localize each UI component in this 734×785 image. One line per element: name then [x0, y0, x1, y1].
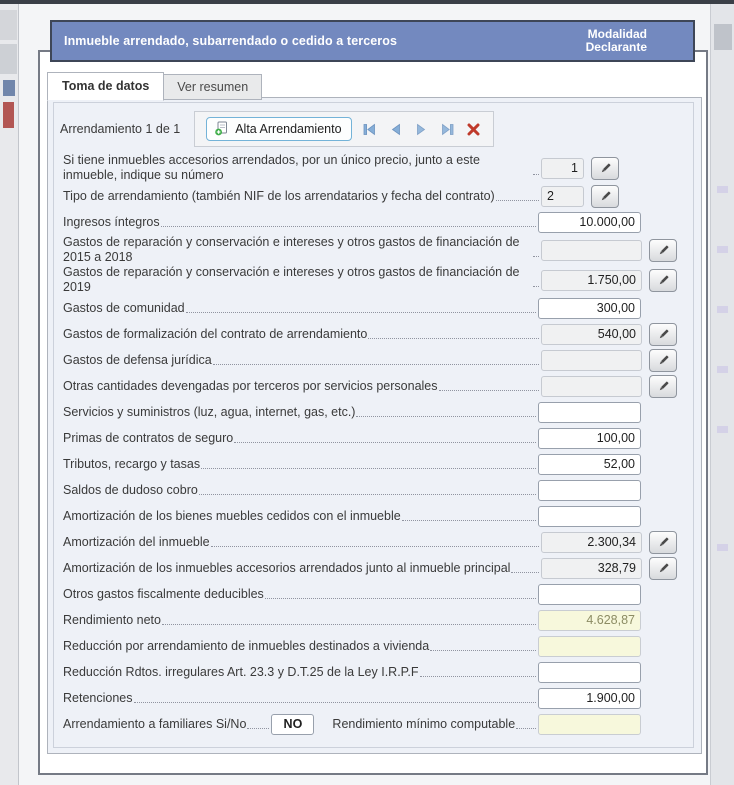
field-zone: [541, 375, 683, 398]
tab-toma-de-datos[interactable]: Toma de datos: [47, 72, 164, 101]
form-row: [63, 711, 683, 737]
amount-input[interactable]: 10.000,00: [538, 212, 641, 233]
edit-pencil-button[interactable]: [649, 349, 677, 372]
dotted-leader: [533, 285, 539, 287]
calculated-field: [538, 714, 641, 735]
amount-input[interactable]: [538, 584, 641, 605]
form-row: [63, 451, 683, 477]
spacer: [648, 297, 683, 320]
row-label: Rendimiento mínimo computable: [332, 716, 516, 731]
form-row: [63, 581, 683, 607]
row-label: Amortización de los inmuebles accesorios arrendados junto al inmueble principal: [63, 560, 511, 575]
background-fragment: [717, 306, 728, 313]
edit-pencil-button[interactable]: [649, 323, 677, 346]
form-row: [63, 659, 683, 685]
count-readonly-field: 1: [541, 158, 584, 179]
dotted-leader: [161, 225, 536, 227]
calculated-field: [538, 636, 641, 657]
last-record-icon[interactable]: [439, 121, 456, 138]
field-zone: [538, 211, 683, 234]
row-label: Reducción Rdtos. irregulares Art. 23.3 y D.T.25 de la Ley I.R.P.F: [63, 664, 419, 679]
background-fragment: [3, 102, 14, 128]
dotted-leader: [211, 545, 539, 547]
form-row: [63, 607, 683, 633]
amount-input[interactable]: [538, 480, 641, 501]
field-zone: [538, 635, 683, 658]
form-rows: [60, 153, 685, 737]
form-row: [63, 633, 683, 659]
spacer: [648, 453, 683, 476]
field-zone: [541, 269, 683, 292]
row-label: Gastos de formalización del contrato de arrendamiento: [63, 326, 368, 341]
background-fragment: [714, 24, 732, 50]
field-zone: [538, 297, 683, 320]
edit-pencil-button[interactable]: [649, 239, 677, 262]
row-label: Retenciones: [63, 690, 133, 705]
form-row: [63, 347, 683, 373]
amount-readonly-field: [541, 350, 642, 371]
row-label: Amortización del inmueble: [63, 534, 210, 549]
spacer: [648, 505, 683, 528]
row-label: Primas de contratos de seguro: [63, 430, 234, 445]
dotted-leader: [265, 597, 536, 599]
next-record-icon[interactable]: [413, 121, 430, 138]
spacer: [648, 635, 683, 658]
row-label: Reducción por arrendamiento de inmuebles destinados a vivienda: [63, 638, 430, 653]
first-record-icon[interactable]: [361, 121, 378, 138]
tab-content-panel: [47, 97, 702, 754]
background-fragment: [3, 80, 15, 96]
spacer: [648, 427, 683, 450]
row-label: Gastos de reparación y conservación e intereses y otros gastos de financiación de 2019: [63, 265, 520, 294]
dotted-leader: [201, 467, 536, 469]
form-row: [63, 183, 683, 209]
form-row: [63, 235, 683, 265]
form-row: [63, 685, 683, 711]
form-row: [63, 153, 683, 183]
add-rental-button[interactable]: [206, 117, 351, 141]
calculated-field: 4.628,87: [538, 610, 641, 631]
dotted-leader: [186, 311, 536, 313]
dotted-leader: [213, 363, 539, 365]
dotted-leader: [496, 199, 539, 201]
edit-pencil-button[interactable]: [649, 557, 677, 580]
row-label: Tributos, recargo y tasas: [63, 456, 201, 471]
edit-pencil-button[interactable]: [591, 185, 619, 208]
dotted-leader: [247, 727, 269, 729]
row-label: Amortización de los bienes muebles cedidos con el inmueble: [63, 508, 401, 523]
tab-strip: [47, 72, 262, 100]
spacer: [648, 211, 683, 234]
field-zone: [538, 609, 683, 632]
field-zone: [541, 323, 683, 346]
record-toolbar: [194, 111, 493, 147]
amount-readonly-field: [541, 240, 642, 261]
background-right-strip: [710, 4, 734, 785]
background-fragment: [0, 44, 17, 74]
field-zone: [538, 713, 683, 736]
row-label: Saldos de dudoso cobro: [63, 482, 198, 497]
field-zone: [538, 661, 683, 684]
amount-input[interactable]: [538, 662, 641, 683]
count-readonly-field: 2: [541, 186, 584, 207]
edit-pencil-button[interactable]: [649, 531, 677, 554]
spacer: [648, 401, 683, 424]
dotted-leader: [402, 519, 536, 521]
form-row: [63, 373, 683, 399]
dotted-leader: [199, 493, 536, 495]
spacer: [648, 609, 683, 632]
record-navigation-row: [60, 111, 685, 147]
field-zone: [541, 239, 683, 262]
background-fragment: [717, 366, 728, 373]
spacer: [648, 687, 683, 710]
row-label: Arrendamiento a familiares Si/No: [63, 716, 247, 731]
dotted-leader: [134, 701, 537, 703]
background-top-bar: [0, 0, 734, 4]
field-zone: [541, 185, 683, 208]
field-zone: [541, 349, 683, 372]
add-rental-button-label: Alta Arrendamiento: [235, 121, 342, 136]
dialog-titlebar: [50, 20, 695, 62]
declarant-mode-label: Modalidad Declarante: [585, 27, 647, 54]
dotted-leader: [511, 571, 539, 573]
field-zone: [538, 427, 683, 450]
background-fragment: [717, 544, 728, 551]
field-zone: [538, 583, 683, 606]
background-fragment: [717, 246, 728, 253]
dotted-leader: [420, 675, 537, 677]
row-label: Gastos de comunidad: [63, 300, 185, 315]
amount-input[interactable]: 52,00: [538, 454, 641, 475]
edit-pencil-button[interactable]: [591, 157, 619, 180]
record-position-label: Arrendamiento 1 de 1: [60, 122, 181, 136]
edit-pencil-button[interactable]: [649, 269, 677, 292]
dotted-leader: [439, 389, 539, 391]
spacer: [648, 713, 683, 736]
amount-readonly-field: [541, 376, 642, 397]
form-row: [63, 529, 683, 555]
dialog-title: Inmueble arrendado, subarrendado o cedido a terceros: [64, 34, 398, 48]
background-fragment: [717, 186, 728, 193]
amount-input[interactable]: 1.900,00: [538, 688, 641, 709]
row-label: Tipo de arrendamiento (también NIF de los arrendatarios y fecha del contrato): [63, 188, 495, 203]
amount-input[interactable]: 300,00: [538, 298, 641, 319]
row-label: Gastos de reparación y conservación e intereses y otros gastos de financiación de 2015 a 2018: [63, 235, 520, 264]
spacer: [648, 661, 683, 684]
row-label: Otras cantidades devengadas por terceros por servicios personales: [63, 378, 438, 393]
form-row: [63, 477, 683, 503]
dotted-leader: [234, 441, 536, 443]
field-zone: [538, 401, 683, 424]
add-document-icon: [214, 121, 229, 136]
row-label: Gastos de defensa jurídica: [63, 352, 212, 367]
row-label: Otros gastos fiscalmente deducibles: [63, 586, 264, 601]
dotted-leader: [533, 173, 539, 175]
field-zone: [541, 557, 683, 580]
amount-readonly-field: 1.750,00: [541, 270, 642, 291]
background-fragment: [0, 10, 17, 40]
form-row: [63, 555, 683, 581]
dotted-leader: [162, 623, 536, 625]
form-row: [63, 265, 683, 295]
field-zone: [541, 531, 683, 554]
background-left-strip: [0, 4, 19, 785]
previous-record-icon[interactable]: [387, 121, 404, 138]
form-row: [63, 425, 683, 451]
form-row: [63, 503, 683, 529]
amount-input[interactable]: [538, 402, 641, 423]
dotted-leader: [356, 415, 536, 417]
field-zone: [538, 687, 683, 710]
dotted-leader: [516, 727, 536, 729]
row-label: Servicios y suministros (luz, agua, internet, gas, etc.): [63, 404, 356, 419]
spacer: [648, 479, 683, 502]
delete-record-icon[interactable]: [465, 121, 482, 138]
field-zone: [538, 479, 683, 502]
dotted-leader: [368, 337, 539, 339]
background-fragment: [717, 426, 728, 433]
amount-readonly-field: 328,79: [541, 558, 642, 579]
dotted-leader: [430, 649, 536, 651]
form-row: [63, 209, 683, 235]
yes-no-field[interactable]: NO: [271, 714, 314, 735]
tab-ver-resumen[interactable]: Ver resumen: [164, 74, 262, 100]
form-row: [63, 295, 683, 321]
form-row: [63, 321, 683, 347]
row-label: Rendimiento neto: [63, 612, 161, 627]
dotted-leader: [533, 255, 539, 257]
amount-readonly-field: 2.300,34: [541, 532, 642, 553]
amount-readonly-field: 540,00: [541, 324, 642, 345]
edit-pencil-button[interactable]: [649, 375, 677, 398]
spacer: [648, 583, 683, 606]
form-container: [53, 102, 694, 748]
amount-input[interactable]: [538, 506, 641, 527]
row-label: Si tiene inmuebles accesorios arrendados, por un único precio, junto a este inmueble, indique su número: [63, 153, 480, 182]
field-zone: [538, 453, 683, 476]
field-zone: [541, 157, 683, 180]
amount-input[interactable]: 100,00: [538, 428, 641, 449]
field-zone: [538, 505, 683, 528]
form-row: [63, 399, 683, 425]
row-label: Ingresos íntegros: [63, 214, 160, 229]
property-rental-dialog: [38, 27, 708, 775]
